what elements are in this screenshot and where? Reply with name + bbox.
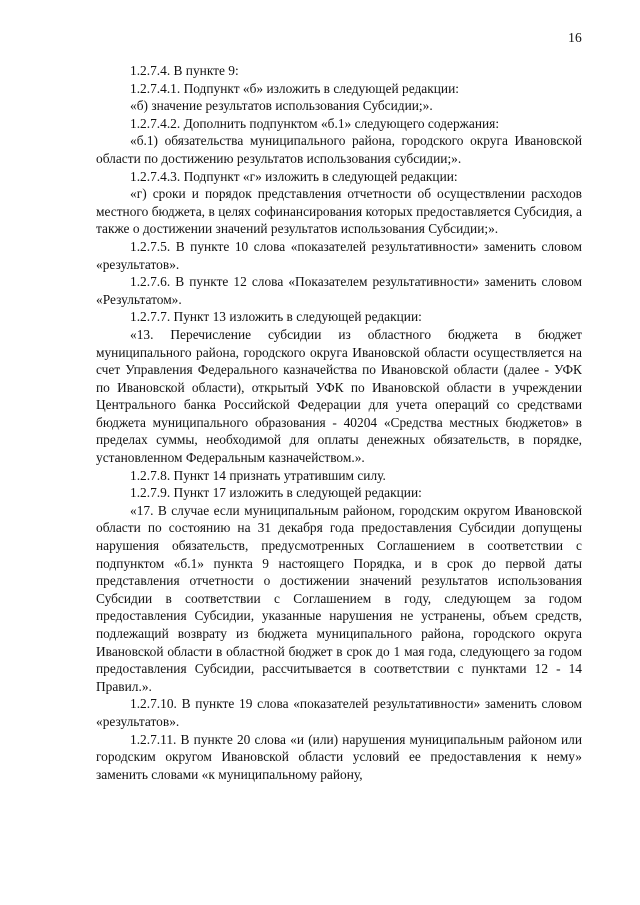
paragraph: 1.2.7.5. В пункте 10 слова «показателей результативности» заменить словом «результатов». xyxy=(96,238,582,272)
paragraph: 1.2.7.10. В пункте 19 слова «показателей результативности» заменить словом «результатов». xyxy=(96,696,582,729)
paragraph: 1.2.7.8. Пункт 14 признать утратившим силу. xyxy=(130,467,386,483)
paragraph: «17. В случае если муниципальным районом, городским округом Ивановской области по состоянию на 31 декабря года предоставления Субсидии допущены нарушения обязательств, предусмотренных Соглашением в соответствии с подпунктом «б.1» пункта 9 настоящего Порядка, и в срок до первой даты представления отчетности о достижении значений результатов использования Субсидии в соответствии с Соглашением в году, следующем за годом предоставления Субсидии, указанные нарушения не устранены, объем средств, подлежащий возврату из бюджета муниципального района, городского округа Ивановской области в областной бюджет в срок до 1 мая года, следующего за годом предоставления Субсидии, рассчитывается в соответствии с пунктами 12 - 14 Правил.». xyxy=(96,502,582,694)
paragraph: «г) сроки и порядок представления отчетности об осуществлении расходов местного бюджета, в целях софинансирования которых предоставляется Субсидия, а также о достижении значений результатов использования Субсидии;». xyxy=(96,186,582,237)
paragraph: 1.2.7.9. Пункт 17 изложить в следующей редакции: xyxy=(130,485,422,501)
paragraph: 1.2.7.4. В пункте 9: xyxy=(130,63,239,78)
paragraph: 1.2.7.4.1. Подпункт «б» изложить в следующей редакции: xyxy=(130,80,459,96)
page-number: 16 xyxy=(568,30,582,45)
paragraph: 1.2.7.7. Пункт 13 изложить в следующей редакции: xyxy=(130,309,422,325)
paragraph: 1.2.7.4.3. Подпункт «г» изложить в следующей редакции: xyxy=(130,168,458,184)
paragraph: 1.2.7.11. В пункте 20 слова «и (или) нарушения муниципальным районом или городским округом Ивановской области условий ее предоставления к нему» заменить словами «к муниципальному району, xyxy=(96,731,582,782)
paragraph: 1.2.7.6. В пункте 12 слова «Показателем результативности» заменить словом «Результатом». xyxy=(96,274,582,307)
paragraph: 1.2.7.4.2. Дополнить подпунктом «б.1» следующего содержания: xyxy=(130,115,500,131)
paragraph: «13. Перечисление субсидии из областного бюджета в бюджет муниципального района, городского округа Ивановской области осуществляется на счет Управления Федерального казначейства по Ивановской области (далее - УФК по Ивановской области), открытый УФК по Ивановской области в учреждении Центрального банка Российской Федерации для учета операций со средствами бюджета муниципального образования - 40204 «Средства местных бюджетов» в пределах суммы, необходимой для оплаты денежных обязательств, в порядке, установленном Федеральным казначейством.». xyxy=(96,326,582,466)
paragraph: «б.1) обязательства муниципального района, городского округа Ивановской области по достижению результатов использования субсидии;». xyxy=(96,133,582,166)
document-body xyxy=(96,62,582,783)
paragraph: «б) значение результатов использования Субсидии;». xyxy=(130,98,433,114)
